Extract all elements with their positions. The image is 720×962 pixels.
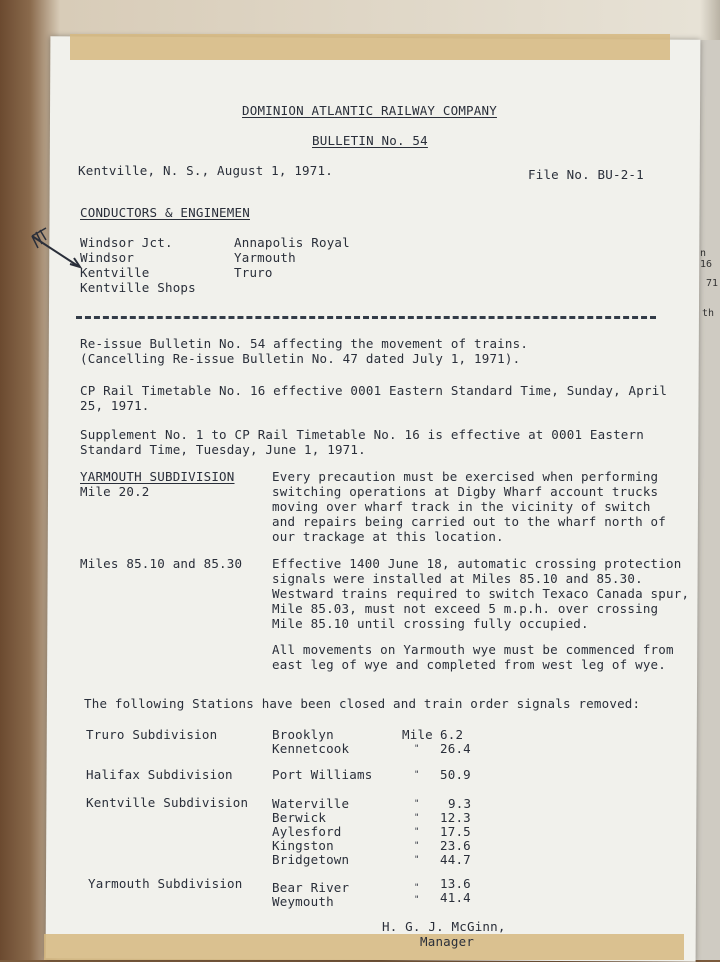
edge-text-2: 71	[706, 278, 719, 289]
mile-20-label: Mile 20.2	[80, 484, 150, 499]
edge-text-3: th	[702, 308, 715, 319]
station-weymouth: Weymouth	[272, 894, 334, 909]
para3-line2: Standard Time, Tuesday, June 1, 1971.	[80, 442, 366, 457]
station-kennetcook: Kennetcook	[272, 741, 350, 756]
edge-text-1: n 16	[700, 248, 713, 270]
station-brooklyn: Brooklyn	[272, 727, 334, 742]
closed-stations-intro: The following Stations have been closed and train order signals removed:	[84, 696, 641, 711]
ditto-bear-river: "	[414, 883, 420, 893]
ditto-kingston: "	[414, 841, 420, 851]
station-right-2: Yarmouth	[234, 250, 296, 265]
ditto-aylesford: "	[414, 827, 420, 837]
para1-line1: Re-issue Bulletin No. 54 affecting the movement of trains.	[80, 336, 529, 351]
halifax-subdivision-label: Halifax Subdivision	[86, 767, 233, 782]
station-right-3: Truro	[234, 265, 273, 280]
station-berwick: Berwick	[272, 810, 327, 825]
file-number: File No. BU-2-1	[528, 167, 644, 182]
ditto-waterville: "	[414, 799, 420, 809]
para3-line1: Supplement No. 1 to CP Rail Timetable No. 16 is effective at 0001 Eastern	[80, 427, 644, 442]
miles-85-label: Miles 85.10 and 85.30	[80, 556, 243, 571]
mile-brooklyn: 6.2	[440, 727, 464, 742]
mile-kennetcook: 26.4	[440, 741, 471, 756]
para1-line2: (Cancelling Re-issue Bulletin No. 47 dated July 1, 1971).	[80, 351, 521, 366]
dashed-separator	[76, 316, 656, 319]
mile-berwick: 12.3	[440, 810, 471, 825]
para2-line2: 25, 1971.	[80, 398, 150, 413]
place-date: Kentville, N. S., August 1, 1971.	[78, 163, 333, 178]
ditto-weymouth: "	[414, 895, 420, 905]
ditto-berwick: "	[414, 813, 420, 823]
precaution-line4: and repairs being carried out to the wharf north of	[272, 514, 667, 529]
signature-name: H. G. J. McGinn,	[382, 919, 506, 934]
precaution-line5: our trackage at this location.	[272, 529, 504, 544]
mile-bridgetown: 44.7	[440, 852, 471, 867]
signature-title: Manager	[420, 934, 475, 949]
station-left-1: Windsor Jct.	[80, 235, 173, 250]
mile-aylesford: 17.5	[440, 824, 471, 839]
station-left-2: Windsor	[80, 250, 135, 265]
mile-weymouth: 41.4	[440, 890, 471, 905]
effective-line1: Effective 1400 June 18, automatic crossing protection	[272, 556, 682, 571]
mile-waterville: 9.3	[448, 796, 472, 811]
para2-line1: CP Rail Timetable No. 16 effective 0001 Eastern Standard Time, Sunday, April	[80, 383, 668, 398]
company-name: DOMINION ATLANTIC RAILWAY COMPANY	[242, 103, 497, 118]
addressee-heading: CONDUCTORS & ENGINEMEN	[80, 205, 250, 220]
effective-line4: Mile 85.03, must not exceed 5 m.p.h. over crossing	[272, 601, 659, 616]
wye-line2: east leg of wye and completed from west leg of wye.	[272, 657, 667, 672]
mile-port-williams: 50.9	[440, 767, 471, 782]
handwritten-arrow	[28, 226, 88, 270]
truro-subdivision-label: Truro Subdivision	[86, 727, 218, 742]
ditto-port-williams: "	[414, 770, 420, 780]
station-left-3: Kentville	[80, 265, 150, 280]
effective-line5: Mile 85.10 until crossing fully occupied.	[272, 616, 589, 631]
station-kingston: Kingston	[272, 838, 334, 853]
ditto-kennetcook: "	[414, 744, 420, 754]
effective-line2: signals were installed at Miles 85.10 and 85.30.	[272, 571, 643, 586]
yarmouth-subdivision-label: Yarmouth Subdivision	[88, 876, 243, 891]
bottom-tape	[44, 934, 684, 960]
ditto-bridgetown: "	[414, 855, 420, 865]
station-left-4: Kentville Shops	[80, 280, 196, 295]
station-waterville: Waterville	[272, 796, 350, 811]
precaution-line1: Every precaution must be exercised when performing	[272, 469, 659, 484]
station-bridgetown: Bridgetown	[272, 852, 350, 867]
effective-line3: Westward trains required to switch Texaco Canada spur,	[272, 586, 690, 601]
station-aylesford: Aylesford	[272, 824, 342, 839]
mile-bear-river: 13.6	[440, 876, 471, 891]
precaution-line3: moving over wharf track in the vicinity of switch	[272, 499, 651, 514]
precaution-line2: switching operations at Digby Wharf account trucks	[272, 484, 659, 499]
station-bear-river: Bear River	[272, 880, 350, 895]
bulletin-title: BULLETIN No. 54	[312, 133, 428, 148]
kentville-subdivision-label: Kentville Subdivision	[86, 795, 249, 810]
mile-mark-brooklyn: Mile	[402, 727, 433, 742]
station-port-williams: Port Williams	[272, 767, 373, 782]
station-right-1: Annapolis Royal	[234, 235, 350, 250]
yarmouth-subdivision-heading: YARMOUTH SUBDIVISION	[80, 469, 235, 484]
top-tape	[70, 34, 670, 60]
wye-line1: All movements on Yarmouth wye must be commenced from	[272, 642, 674, 657]
mile-kingston: 23.6	[440, 838, 471, 853]
